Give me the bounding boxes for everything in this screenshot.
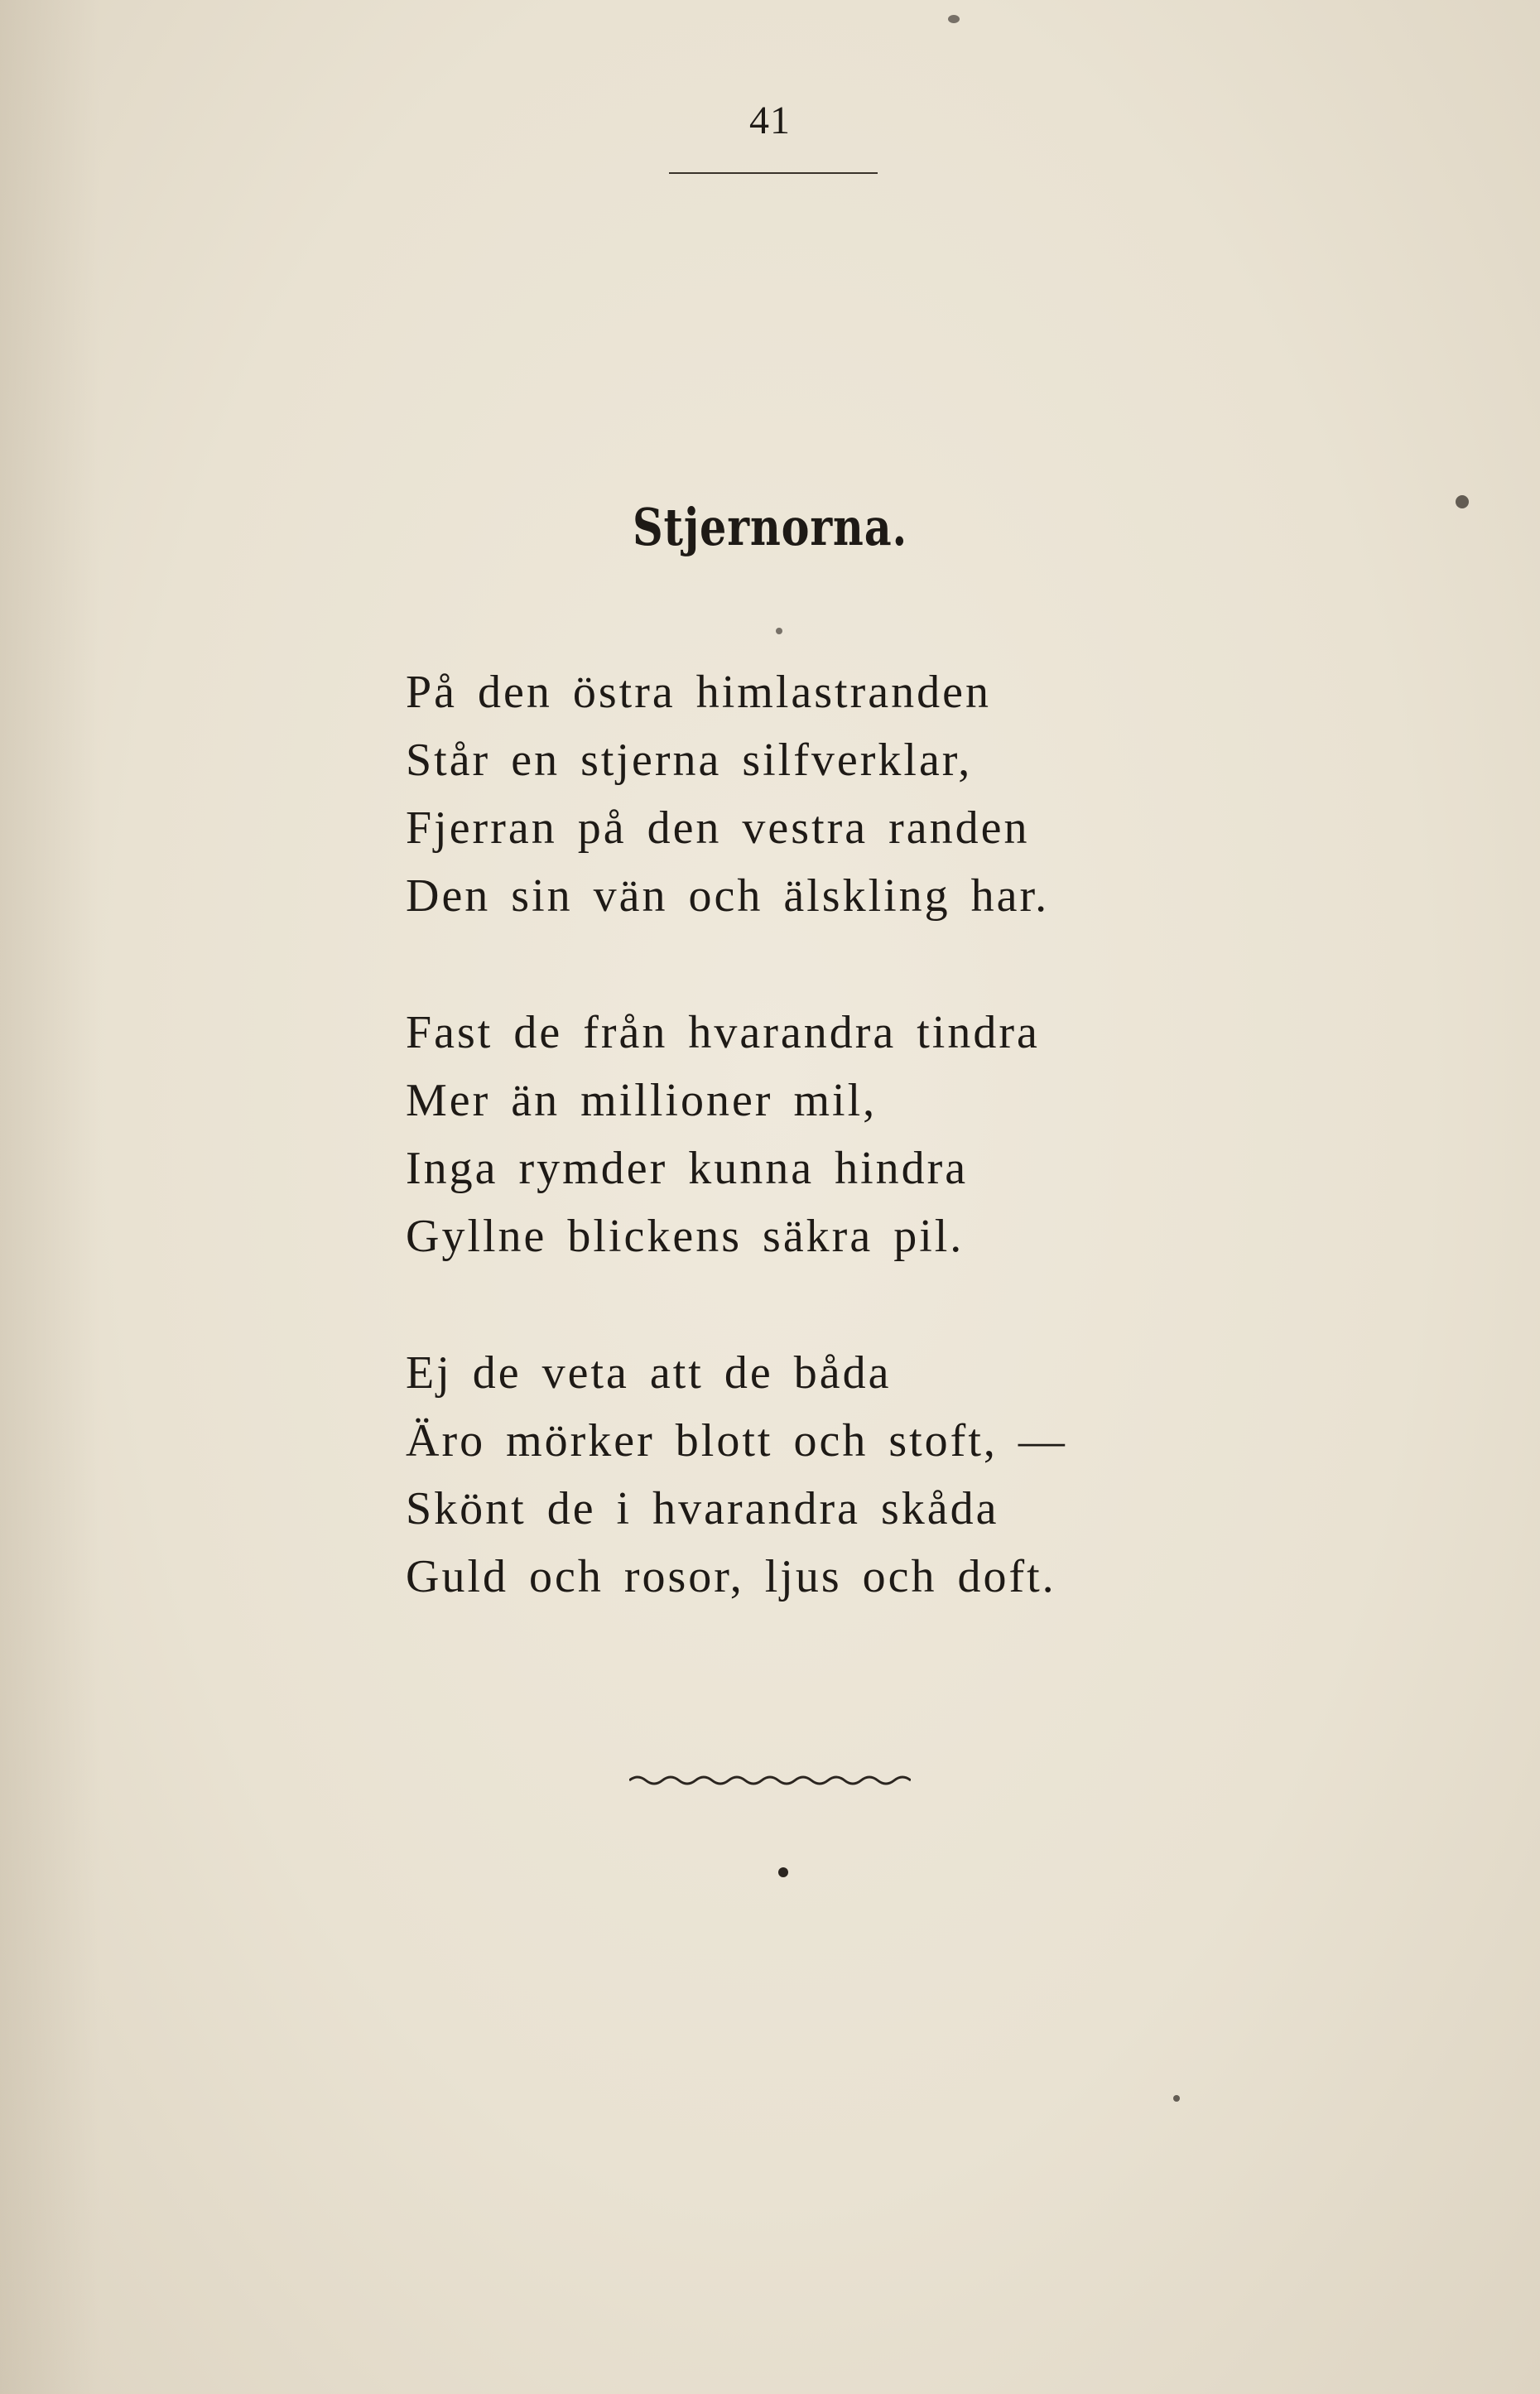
poem-line: Skönt de i hvarandra skåda [406,1483,999,1534]
poem-line: Den sin vän och älskling har. [406,870,1050,922]
ink-speck [1456,495,1469,508]
poem-line: Gyllne blickens säkra pil. [406,1211,965,1262]
poem-title: Stjernorna. [632,497,907,557]
stanza [406,999,1234,1270]
wavy-ornament-divider [629,1772,911,1789]
poem-line: På den östra himlastranden [406,667,991,718]
stanza [406,658,1234,930]
poem-line: Står en stjerna silfverklar, [406,735,973,786]
page-number-rule [669,172,878,174]
poem-line: Guld och rosor, ljus och doft. [406,1551,1056,1602]
spine-shadow [0,0,99,2394]
poem-line: Äro mörker blott och stoft, — [406,1415,1067,1467]
ink-speck [1173,2095,1180,2102]
ink-speck [948,15,960,23]
poem-line: Fast de från hvarandra tindra [406,1007,1040,1058]
poem-line: Ej de veta att de båda [406,1347,892,1399]
poem-body [406,658,1234,1679]
ink-speck [776,628,782,634]
page-number: 41 [749,99,791,142]
poem-line: Fjerran på den vestra randen [406,802,1030,854]
poem-line: Inga rymder kunna hindra [406,1143,969,1194]
stanza [406,1339,1234,1611]
poem-line: Mer än millioner mil, [406,1075,878,1126]
ink-speck [778,1867,788,1877]
